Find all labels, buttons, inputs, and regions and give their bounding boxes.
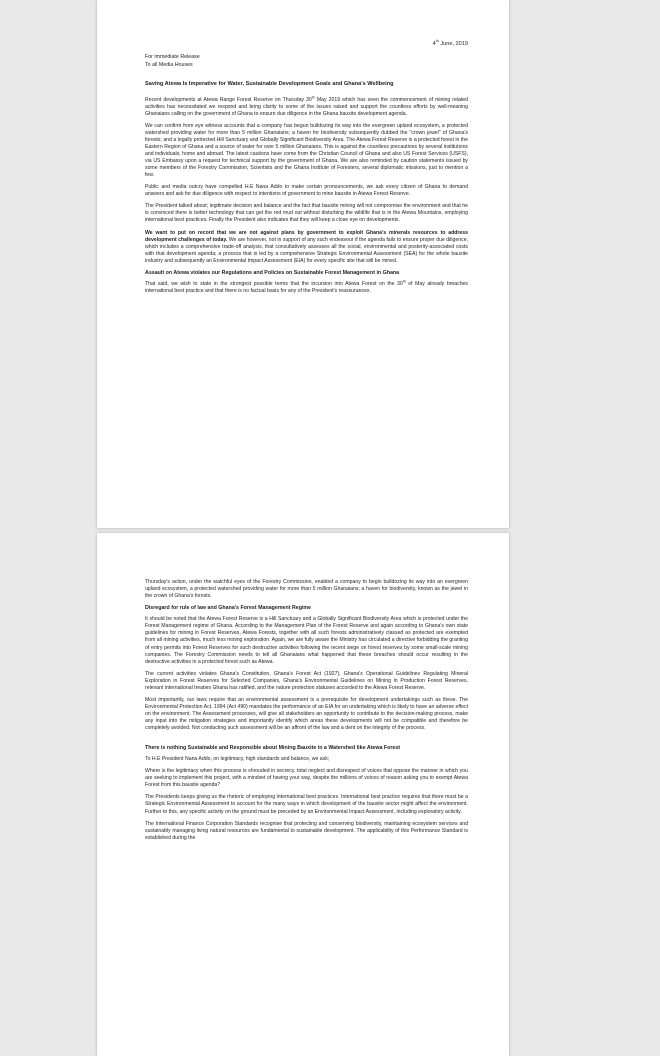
paragraph-incursion: That said, we wish to state in the strongest possible terms that the incursion into Atewa Forest on the 30th of May already breaches international best practice and that there is no factual basis for any of the President's reassurances. xyxy=(145,279,468,295)
section-heading-rule-of-law: Disregard for rule of law and Ghana's Forest Management Regime xyxy=(145,605,312,612)
page-2-content xyxy=(145,579,468,847)
paragraph-position xyxy=(145,230,468,265)
release-meta xyxy=(145,54,468,69)
page-1-content xyxy=(145,40,468,300)
paragraph-public-outcry: Public and media outcry have compelled H.E Nana Addo to make certain pronouncements, we ask every citizen of Ghana to demand answers and ask for due diligence with respect to intentions of government to mine bauxite in Atewa Forest Reserve. xyxy=(145,184,468,198)
paragraph-hill-sanctuary: It should be noted that the Atewa Forest Reserve is a Hill Sanctuary and a Globally Significant Biodiversity Area which is protected under the Forest Management regime of Ghana. According to the Management Plan of the Forest Reserve and again according to Ghana's own state guidelines for mining in Forest Reserves, Atewa Forests, together with all such forests administratively classed as protected are exempted from all mining activities, much less mining exploration. Again, we are fully aware the Ministry has circulated a directive forbidding the granting of entry permits into Forest Reserves for such destructive activities following the recent siege on forest reserves by some small-scale mining companies. The Forestry Commission needs to tell all Ghanaians what happened that these breaches should occur resulting in the destructive activities in a protected forest such as Atewa. xyxy=(145,616,468,665)
press-release-title: Saving Atewa Is Imperative for Water, Sustainable Development Goals and Ghana's Wellbeing xyxy=(145,81,394,88)
paragraph-violations: The current activities violates Ghana's Constitution, Ghana's Forest Act (1927), Ghana's Operational Guidelines Regulating Mineral Exploration in Forest Reserves for Selected Companies, Ghana's Environmental Guidelines on Mining in Production Forest Reserves, relevant international treaties Ghana has ratified, and the nature protection statuses accorded to the Atewa Forest Reserve. xyxy=(145,670,468,691)
paragraph-ifc-standards: The International Finance Corporation Standards recognise that protecting and conserving biodiversity, maintaining ecosystem services and sustainably managing living natural resources are fundamental to sustainable development. The applicability of this Performance Standard is established during the xyxy=(145,820,468,841)
paragraph-legitimacy: Where is the legitimacy when this process is shrouded in secrecy, total neglect and disrespect of voices that oppose the manner in which you are seeking to implement this project, with a mindset of having your way, despite the millions of voices of reason asking you to exempt Atewa Forest from this bauxite agenda? xyxy=(145,768,468,789)
paragraph-eyewitness: We can confirm from eye witness accounts that a company has begun bulldozing its way into the evergreen upland ecosystem, a protected watershed providing water for more than 5 million Ghanaians; a haven for biodiversity subsequently dubbed the "crown jewel" of Ghana's forests; and a legally protected Hill Sanctuary and Globally Significant Biodiversity Area. The Atewa Forest Reserve is a protected forest in the Eastern Region of Ghana and a source of water for over 5 million Ghanaians. This is against the countless precautions by several institutions and individuals, home and abroad. The latest cautions have come from the Christian Council of Ghana and also US Forest Services (USFS), via US Embassy upon a request for technical support by the government of Ghana. We are also reminded by caution statements issued by some members of the Forestry Commission, Scientists and the Ghana Institute of Foresters, several diplomatic missions, just to mention a few. xyxy=(145,122,468,179)
release-date: 4th June, 2019 xyxy=(432,39,468,47)
paragraph-position-bold: We want to put on record that we are not against plans by government to exploit Ghana's minerals resources to address development challenges of today. xyxy=(145,229,468,243)
paragraph-best-practice: The Presidents keeps giving us the rhetoric of employing international best practices. International best practice requires that there must be a Strategic Environmental Assessment to account for the many ways in which development of the bauxite sector might affect the environment. Further to this, any specific activity on the ground must be preceded by an Environmental Impact Assessment, including exploratory activity. xyxy=(145,794,468,815)
document-page-2 xyxy=(97,533,509,1056)
paragraph-position-rest: We are however, not in support of any such endeavour if the agenda fails to ensure proper due diligence, which includes a comprehensive trade-off analysis, that consultatively assesses all the social, environmental and posterity-associated costs with that development agenda; a process that is led by a comprehensive Strategic Environmental Assessment (SEA) for the whole bauxite industry and subsequently an Environmental Impact Assessment (EIA) for every specific site that will be mined. xyxy=(145,236,468,264)
paragraph-address-president: To H.E President Nana Addo, on legitimacy, high standards and balance, we ask; xyxy=(145,756,330,763)
release-recipients: To all Media Houses xyxy=(145,61,193,68)
release-type: For immediate Release xyxy=(145,54,200,60)
section-heading-nothing-sustainable: There is nothing Sustainable and Responsible about Mining Bauxite in a Watershed like Atewa Forest xyxy=(145,745,401,752)
document-page-1 xyxy=(97,0,509,528)
paragraph-environmental-assessment: Most importantly, our laws require that an environmental assessment is a prerequisite for development undertakings such as these. The Environmental Protection Act, 1994 (Act 490) mandates the performance of an EIA for an undertaking which is likely to have an adverse effect on the environment. The Assessment processes, will give all stakeholders an opportunity to contribute to the decision-making process, make any input into the mitigation strategies and importantly identify which areas these developments will not be compatible and therefore be completely avoided. Not conducting such assessment will be an affront of the law and a dent on the integrity of the process. xyxy=(145,696,468,731)
paragraph-thursday-action: Thursday's action, under the watchful eyes of the Forestry Commission, enabled a company to begin bulldozing its way into an evergreen upland ecosystem, a protected watershed providing water for more than 5 million Ghanaians; a haven for biodiversity, known as the jewel in the crown of Ghana's forests. xyxy=(145,579,468,600)
release-date-rest: June, 2019 xyxy=(440,41,468,47)
section-heading-assault: Assault on Atewa violates our Regulations and Policies on Sustainable Forest Management in Ghana xyxy=(145,269,400,276)
release-date-day: 4 xyxy=(432,41,436,47)
paragraph-intro: Recent developments at Atewa Range Forest Reserve on Thursday 30th May 2019 which has seen the commencement of mining related activities has necessitated we respond and bring clarity to some of the issues raised and support the countless efforts by well-meaning Ghanaians calling on the government of Ghana to ensure due diligence in the Ghana bauxite development agenda. xyxy=(145,95,468,117)
paragraph-president-statement: The President talked about; legitimate decision and balance and the fact that bauxite mining will not compromise the environment and that he is convinced there is better technology that can get the red mud out without disturbing the wildlife that is in the Atewa Mountains, employing international best practices. Finally the President also indicates that they will keep a close eye on developments. xyxy=(145,203,468,224)
